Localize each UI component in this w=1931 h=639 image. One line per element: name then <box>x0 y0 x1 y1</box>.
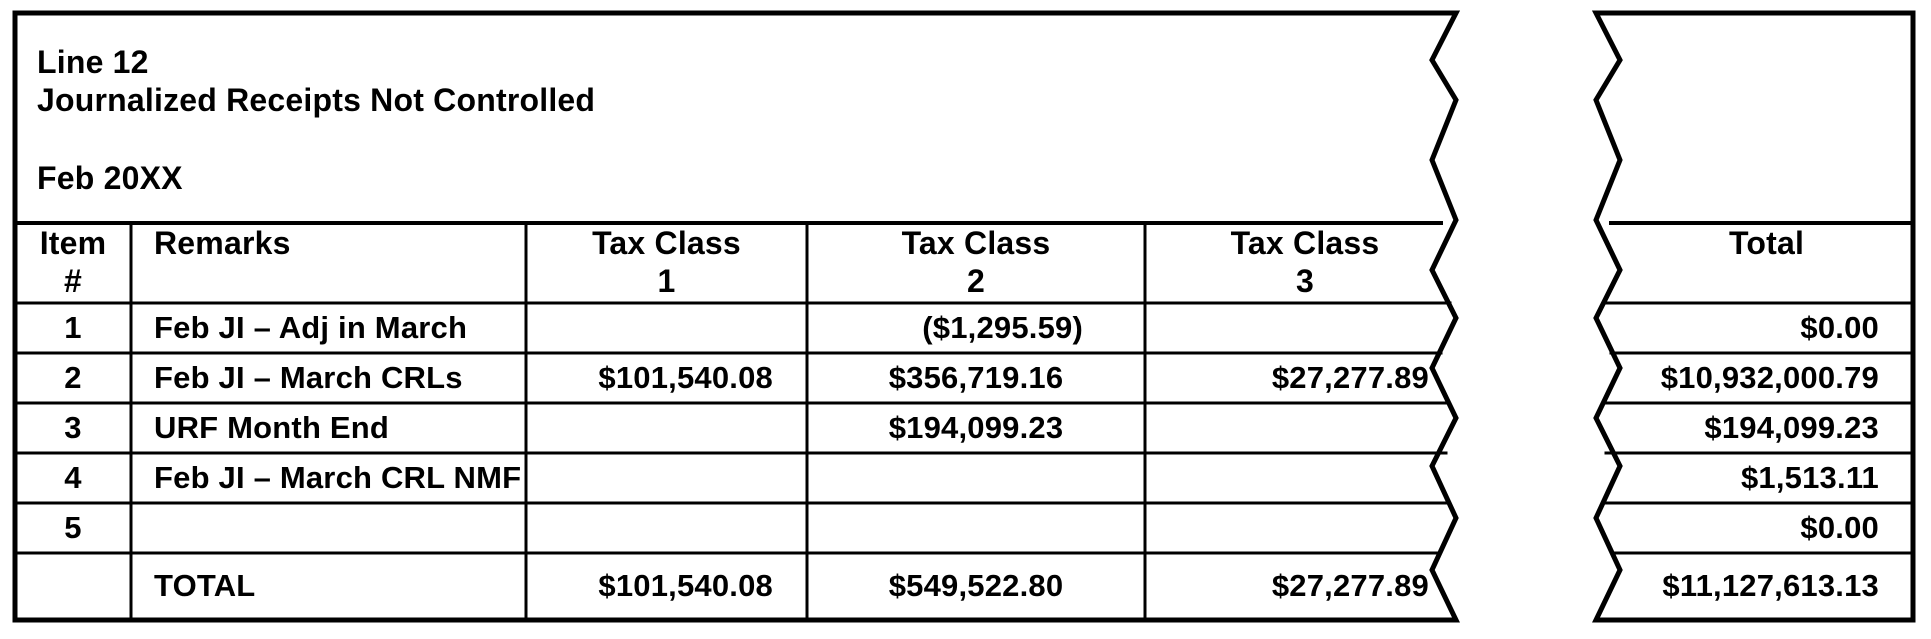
row-2-tax-class-1: $101,540.08 <box>598 360 773 395</box>
header-tax-class-1-line1: Tax Class <box>592 225 741 261</box>
line-number: Line 12 <box>37 44 149 80</box>
row-2-tax-class-3: $27,277.89 <box>1271 360 1429 395</box>
header-tax-class-1 <box>526 224 807 300</box>
header-tax-class-2-line1: Tax Class <box>901 225 1051 261</box>
header-item-line2: # <box>64 263 82 299</box>
row-4-remarks: Feb JI – March CRL NMF <box>154 460 522 495</box>
header-tax-class-3-line1: Tax Class <box>1230 225 1380 261</box>
page-title: Journalized Receipts Not Controlled <box>37 82 596 118</box>
totals-tax-class-1: $101,540.08 <box>598 568 773 603</box>
totals-tax-class-2: $549,522.80 <box>888 568 1064 603</box>
row-1-remarks: Feb JI – Adj in March <box>154 310 468 345</box>
header-tax-class-1-line2: 1 <box>657 263 676 299</box>
row-1-total: $0.00 <box>1800 310 1879 345</box>
header-tax-class-3-line2: 3 <box>1296 263 1314 299</box>
row-5-total: $0.00 <box>1800 510 1879 545</box>
row-2-tax-class-2: $356,719.16 <box>888 360 1064 395</box>
row-4-total: $1,513.11 <box>1740 460 1879 495</box>
header-item <box>15 224 131 300</box>
row-5-item: 5 <box>64 510 82 545</box>
row-2-total: $10,932,000.79 <box>1660 360 1879 395</box>
header-total: Total <box>1728 225 1805 261</box>
row-3-tax-class-2: $194,099.23 <box>888 410 1064 445</box>
row-2-remarks: Feb JI – March CRLs <box>154 360 463 395</box>
totals-label: TOTAL <box>154 568 256 603</box>
row-3-total: $194,099.23 <box>1704 410 1879 445</box>
row-1-tax-class-2: ($1,295.59) <box>922 310 1083 345</box>
row-2-item: 2 <box>64 360 82 395</box>
row-1-item: 1 <box>64 310 82 345</box>
header-tax-class-3 <box>1145 224 1465 300</box>
period-label: Feb 20XX <box>37 160 183 196</box>
row-3-item: 3 <box>64 410 82 445</box>
header-item-line1: Item <box>39 225 107 261</box>
totals-total: $11,127,613.13 <box>1662 568 1879 603</box>
header-remarks: Remarks <box>154 225 291 261</box>
header-tax-class-2 <box>807 224 1145 300</box>
header-tax-class-2-line2: 2 <box>967 263 985 299</box>
row-3-remarks: URF Month End <box>154 410 390 445</box>
row-4-item: 4 <box>64 460 82 495</box>
totals-tax-class-3: $27,277.89 <box>1271 568 1429 603</box>
